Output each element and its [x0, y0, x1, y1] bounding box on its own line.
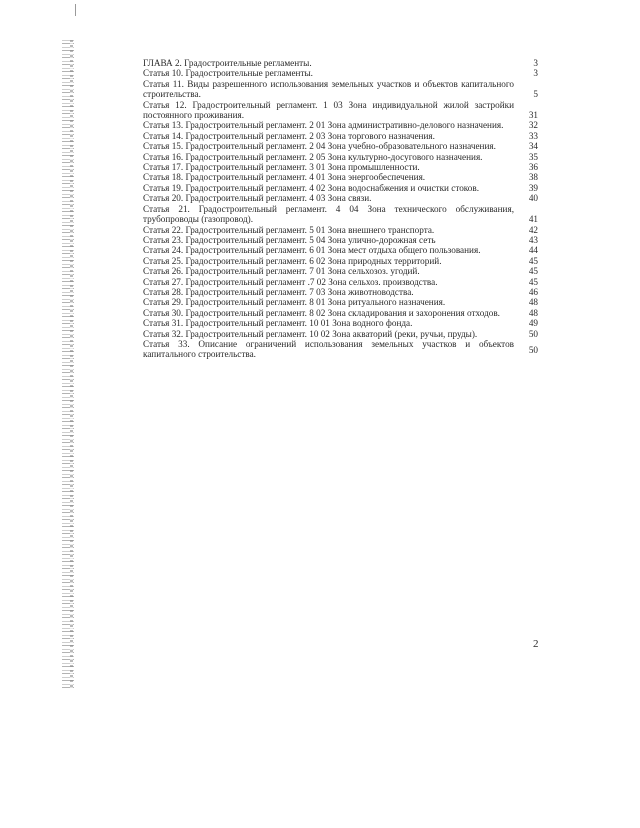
toc-entry — [143, 183, 538, 193]
toc-entry — [143, 204, 538, 225]
scan-edge-artifact — [70, 40, 73, 690]
toc-entry-page: 50 — [528, 328, 538, 339]
toc-entry-text: ГЛАВА 2. Градостроительные регламенты. — [143, 58, 312, 68]
toc-entry-page: 48 — [528, 307, 538, 318]
table-of-contents — [143, 58, 538, 360]
toc-entry — [143, 329, 538, 339]
toc-entry-text: Статья 16. Градостроительный регламент. 2 05 Зона культурно-досугового назначения. — [143, 151, 483, 162]
toc-entry-text: Статья 27. Градостроительный регламент .7 02 Зона сельхоз. производства. — [143, 276, 438, 287]
toc-entry-text: Статья 28. Градостроительный регламент. 7 03 Зона животноводства. — [143, 286, 414, 297]
toc-entry — [143, 277, 538, 287]
toc-entry — [143, 235, 538, 245]
toc-entry-text: Статья 29. Градостроительный регламент. 8 01 Зона ритуального назначения. — [143, 297, 446, 308]
toc-entry-text: Статья 23. Градостроительный регламент. 5 04 Зона улично-дорожная сеть — [143, 234, 436, 245]
toc-entry-page: 39 — [528, 182, 538, 193]
toc-entry-page: 41 — [528, 214, 538, 225]
toc-entry-page: 5 — [533, 89, 538, 100]
toc-entry-page: 45 — [528, 276, 538, 287]
toc-entry — [143, 79, 538, 100]
toc-entry — [143, 193, 538, 203]
toc-entry-page: 31 — [528, 110, 538, 121]
toc-entry-text: Статья 30. Градостроительный регламент. 8 02 Зона складирования и захоронения отходов. — [143, 307, 500, 318]
toc-entry — [143, 287, 538, 297]
toc-entry — [143, 131, 538, 141]
toc-entry-page: 40 — [528, 193, 538, 204]
toc-entry-page: 38 — [528, 172, 538, 183]
toc-entry-text: Статья 13. Градостроительный регламент. 2 01 Зона административно-делового назначения. — [143, 120, 504, 131]
toc-entry-page: 32 — [528, 120, 538, 131]
toc-entry-text: Статья 32. Градостроительный регламент. 10 02 Зона акваторий (реки, ручьи, пруды). — [143, 328, 478, 339]
toc-entry-page: 46 — [528, 286, 538, 297]
toc-entry — [143, 256, 538, 266]
toc-entry-page: 45 — [528, 266, 538, 277]
toc-entry-text: Статья 18. Градостроительный регламент. 4 01 Зона энергообеспечения. — [143, 172, 426, 183]
toc-entry-text: Статья 33. Описание ограничений использования земельных участков и объектов капитального строительства. — [143, 338, 514, 360]
toc-entry-page: 49 — [528, 318, 538, 329]
toc-entry-text: Статья 21. Градостроительный регламент. 4 04 Зона технического обслуживания, трубопроводы (газопровод). — [143, 203, 514, 225]
toc-entry — [143, 297, 538, 307]
toc-entry-page: 45 — [528, 255, 538, 266]
toc-entry-text: Статья 24. Градостроительный регламент. 6 01 Зона мест отдыха общего пользования. — [143, 245, 481, 256]
page-number: 2 — [533, 638, 539, 650]
toc-entry — [143, 339, 538, 360]
toc-entry-page: 42 — [528, 224, 538, 235]
toc-entry — [143, 58, 538, 68]
toc-entry-text: Статья 14. Градостроительный регламент. 2 03 Зона торгового назначения. — [143, 130, 435, 141]
toc-entry-text: Статья 15. Градостроительный регламент. 2 04 Зона учебно-образовательного назначения. — [143, 141, 496, 152]
toc-entry-page: 43 — [528, 234, 538, 245]
toc-entry — [143, 245, 538, 255]
toc-entry-page: 3 — [533, 58, 538, 68]
toc-entry — [143, 308, 538, 318]
toc-entry-text: Статья 25. Градостроительный регламент. 6 02 Зона природных территорий. — [143, 255, 442, 266]
toc-entry-page: 33 — [528, 130, 538, 141]
toc-entry-text: Статья 11. Виды разрешенного использования земельных участков и объектов капитального строительства. — [143, 78, 514, 100]
toc-entry — [143, 100, 538, 121]
toc-entry-text: Статья 12. Градостроительный регламент. 1 03 Зона индивидуальной жилой застройки постоянного проживания. — [143, 99, 514, 121]
toc-entry-text: Статья 17. Градостроительный регламент. 3 01 Зона промышленности. — [143, 162, 420, 173]
toc-entry-text: Статья 26. Градостроительный регламент. 7 01 Зона сельхозоз. угодий. — [143, 266, 420, 277]
toc-entry — [143, 162, 538, 172]
scan-artifact — [75, 4, 76, 16]
toc-entry-page: 3 — [533, 68, 538, 79]
toc-entry-page: 35 — [528, 151, 538, 162]
toc-entry-page: 36 — [528, 162, 538, 173]
toc-entry-page: 34 — [528, 141, 538, 152]
toc-entry — [143, 318, 538, 328]
toc-entry-text: Статья 10. Градостроительные регламенты. — [143, 68, 313, 79]
toc-entry-text: Статья 31. Градостроительный регламент. 10 01 Зона водного фонда. — [143, 318, 413, 329]
toc-entry-page: 44 — [528, 245, 538, 256]
toc-entry-text: Статья 22. Градостроительный регламент. 5 01 Зона внешнего транспорта. — [143, 224, 435, 235]
toc-entry — [143, 225, 538, 235]
toc-entry — [143, 120, 538, 130]
toc-entry — [143, 141, 538, 151]
toc-entry-page: 50 — [528, 345, 538, 356]
toc-entry — [143, 152, 538, 162]
toc-entry-text: Статья 20. Градостроительный регламент. 4 03 Зона связи. — [143, 193, 372, 204]
toc-entry-text: Статья 19. Градостроительный регламент. 4 02 Зона водоснабжения и очистки стоков. — [143, 182, 480, 193]
toc-entry — [143, 172, 538, 182]
toc-entry — [143, 68, 538, 78]
toc-entry-page: 48 — [528, 297, 538, 308]
toc-entry — [143, 266, 538, 276]
